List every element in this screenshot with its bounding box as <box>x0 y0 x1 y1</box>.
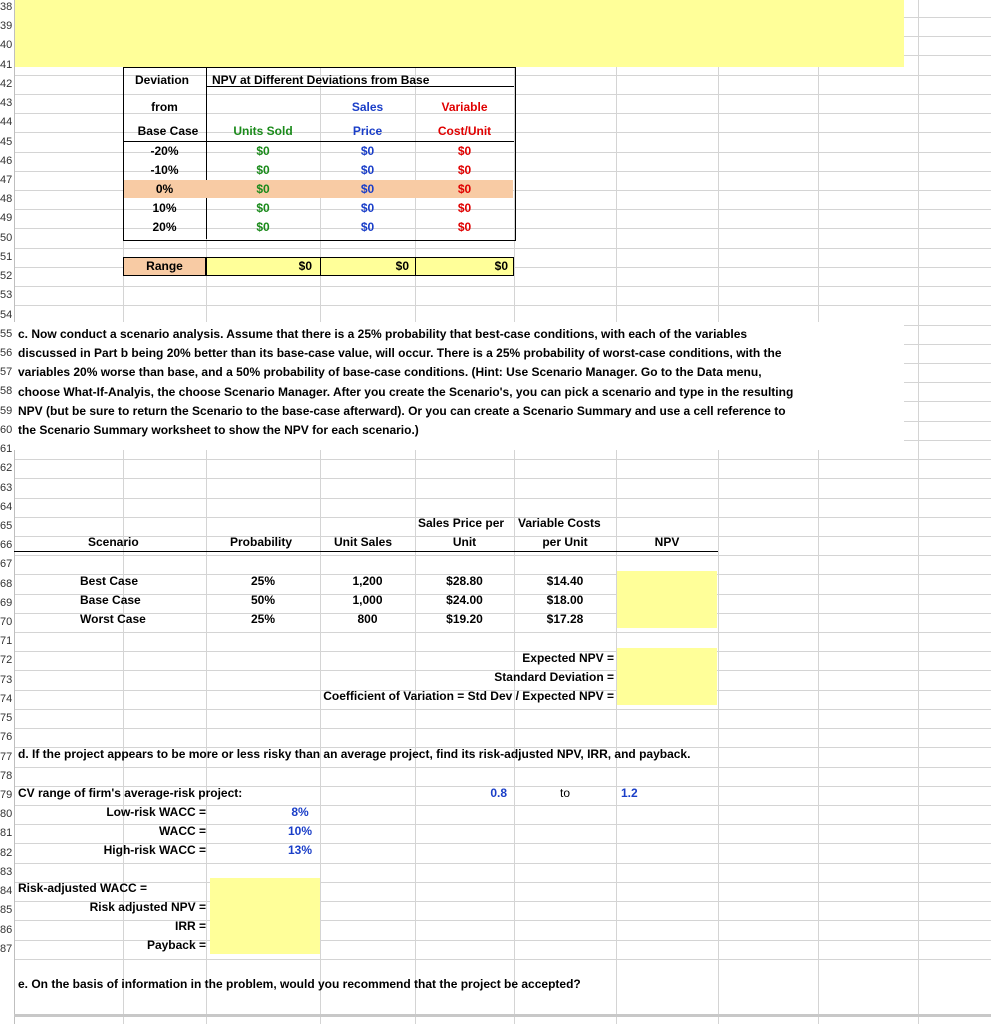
expected-npv-label: Expected NPV = <box>522 651 614 665</box>
part-c-line: choose What-If-Analyis, the choose Scenario Manager. After you create the Scenario's, you can pick a scenario and type in the resulting <box>18 385 794 399</box>
row-number[interactable]: 64 <box>0 498 14 517</box>
risk-adjusted-npv-label: Risk adjusted NPV = <box>89 900 206 914</box>
cv-high[interactable]: 1.2 <box>621 786 638 800</box>
row-number[interactable]: 86 <box>0 921 14 940</box>
price-npv-cell[interactable]: $0 <box>360 220 375 234</box>
row-number[interactable]: 81 <box>0 824 14 843</box>
row-number[interactable]: 60 <box>0 421 14 440</box>
scenario-price[interactable]: $24.00 <box>446 593 483 607</box>
stats-input-cells[interactable] <box>617 648 717 705</box>
range-price[interactable]: $0 <box>395 259 409 273</box>
header-deviation: Deviation <box>135 73 190 87</box>
row-gridline <box>14 498 991 499</box>
row-gridline <box>14 959 991 960</box>
row-number[interactable]: 57 <box>0 363 14 382</box>
row-number[interactable]: 85 <box>0 901 14 920</box>
row-gridline <box>14 863 991 864</box>
irr-label: IRR = <box>174 919 206 933</box>
scenario-name: Base Case <box>80 593 141 607</box>
deviation-cell[interactable]: 0% <box>155 182 174 196</box>
row-number[interactable]: 67 <box>0 555 14 574</box>
row-number[interactable]: 71 <box>0 632 14 651</box>
header-unit-sales: Unit Sales <box>334 535 393 549</box>
scenario-units[interactable]: 1,200 <box>352 574 383 588</box>
row-number[interactable]: 83 <box>0 863 14 882</box>
wacc-label: WACC = <box>158 824 206 838</box>
scenario-cost[interactable]: $14.40 <box>546 574 584 588</box>
header-price: Price <box>352 124 383 138</box>
std-dev-label: Standard Deviation = <box>494 670 614 684</box>
low-risk-wacc-value[interactable]: 8% <box>291 805 309 819</box>
row-number[interactable]: 78 <box>0 767 14 786</box>
deviation-cell[interactable]: 20% <box>152 220 177 234</box>
part-c-line: c. Now conduct a scenario analysis. Assume that there is a 25% probability that best-case conditions, with each of the variables <box>18 327 748 341</box>
row-number[interactable]: 38 <box>0 0 14 17</box>
payback-label: Payback = <box>146 938 206 952</box>
row-number[interactable]: 51 <box>0 248 14 267</box>
row-gridline <box>14 248 991 249</box>
row-gridline <box>14 286 991 287</box>
part-c-line: variables 20% worse than base, and a 50% probability of base-case conditions. (Hint: Use Scenario Manager. Go to the Data menu, <box>18 365 762 379</box>
row-number[interactable]: 59 <box>0 402 14 421</box>
row-gridline <box>14 459 991 460</box>
header-cost-unit: Cost/Unit <box>437 124 492 138</box>
bottom-divider <box>14 1014 991 1017</box>
scenario-units[interactable]: 1,000 <box>352 593 383 607</box>
row-gridline <box>14 728 991 729</box>
risk-adjusted-wacc-label: Risk-adjusted WACC = <box>18 881 148 895</box>
row-number[interactable]: 76 <box>0 728 14 747</box>
cv-label: Coefficient of Variation = Std Dev / Expected NPV = <box>323 689 614 703</box>
header-npv: NPV <box>654 535 680 549</box>
row-number[interactable]: 66 <box>0 536 14 555</box>
scenario-price[interactable]: $19.20 <box>446 612 483 626</box>
price-npv-cell[interactable]: $0 <box>360 201 375 215</box>
high-risk-wacc-label: High-risk WACC = <box>103 843 206 857</box>
header-npv-deviations: NPV at Different Deviations from Base <box>212 73 430 87</box>
part-c-line: discussed in Part b being 20% better than its base-case value, will occur. There is a 25% probability of worst-case conditions, with the <box>18 346 782 360</box>
row-number[interactable]: 61 <box>0 440 14 459</box>
header-from: from <box>151 100 178 114</box>
row-number[interactable]: 40 <box>0 36 14 55</box>
header-sales-price-2: Unit <box>452 535 477 549</box>
npv-input-cells[interactable] <box>617 571 717 628</box>
header-scenario: Scenario <box>88 535 139 549</box>
row-number[interactable]: 55 <box>0 325 14 344</box>
row-number[interactable]: 69 <box>0 594 14 613</box>
row-gridline <box>14 709 991 710</box>
row-number[interactable]: 63 <box>0 479 14 498</box>
range-cost[interactable]: $0 <box>494 259 508 273</box>
header-var-costs-2: per Unit <box>542 535 588 549</box>
row-number[interactable]: 84 <box>0 882 14 901</box>
cost-npv-cell[interactable]: $0 <box>457 182 472 196</box>
high-risk-wacc-value[interactable]: 13% <box>287 843 313 857</box>
cost-npv-cell[interactable]: $0 <box>457 220 472 234</box>
row-gridline <box>14 632 991 633</box>
cost-npv-cell[interactable]: $0 <box>457 144 472 158</box>
cv-range-label: CV range of firm's average-risk project: <box>18 786 243 800</box>
range-label: Range <box>146 259 183 273</box>
price-npv-cell[interactable]: $0 <box>360 182 375 196</box>
range-units[interactable]: $0 <box>298 259 312 273</box>
scenario-cost[interactable]: $17.28 <box>546 612 584 626</box>
row-number[interactable]: 46 <box>0 152 14 171</box>
row-number[interactable]: 56 <box>0 344 14 363</box>
header-probability: Probability <box>230 535 293 549</box>
wacc-value[interactable]: 10% <box>287 824 313 838</box>
header-base-case: Base Case <box>137 124 199 138</box>
scenario-name: Best Case <box>80 574 139 588</box>
row-gridline <box>14 305 991 306</box>
part-c-line: the Scenario Summary worksheet to show the NPV for each scenario.) <box>18 423 419 437</box>
row-number[interactable]: 41 <box>0 56 14 75</box>
row-number[interactable]: 52 <box>0 267 14 286</box>
scenario-prob[interactable]: 25% <box>250 612 276 626</box>
row-number[interactable]: 43 <box>0 94 14 113</box>
deviation-cell[interactable]: -20% <box>150 144 179 158</box>
units-sold-npv-cell[interactable]: $0 <box>256 163 270 177</box>
row-number[interactable]: 79 <box>0 786 14 805</box>
units-sold-npv-cell[interactable]: $0 <box>256 144 270 158</box>
row-number[interactable]: 87 <box>0 940 14 959</box>
part-c-line: NPV (but be sure to return the Scenario to the base-case afterward). Or you can create a Scenario Summary and use a cell reference to <box>18 404 786 418</box>
risk-adjusted-input-cells[interactable] <box>210 878 320 954</box>
row-number[interactable]: 73 <box>0 671 14 690</box>
part-e-question: e. On the basis of information in the problem, would you recommend that the project be accepted? <box>18 977 581 991</box>
row-number[interactable]: 48 <box>0 190 14 209</box>
row-number[interactable]: 54 <box>0 306 14 325</box>
units-sold-npv-cell[interactable]: $0 <box>256 201 270 215</box>
row-number[interactable]: 49 <box>0 209 14 228</box>
row-number[interactable]: 80 <box>0 805 14 824</box>
units-sold-npv-cell[interactable]: $0 <box>256 182 270 196</box>
header-units-sold: Units Sold <box>233 124 293 138</box>
row-gridline <box>14 882 991 883</box>
scenario-prob[interactable]: 50% <box>250 593 276 607</box>
deviation-cell[interactable]: 10% <box>152 201 177 215</box>
price-npv-cell[interactable]: $0 <box>360 144 375 158</box>
row-number[interactable]: 72 <box>0 651 14 670</box>
row-gridline <box>14 555 991 556</box>
row-number[interactable]: 53 <box>0 286 14 305</box>
top-yellow-banner[interactable] <box>14 0 904 67</box>
scenario-prob[interactable]: 25% <box>250 574 276 588</box>
deviation-cell[interactable]: -10% <box>150 163 179 177</box>
scenario-name: Worst Case <box>80 612 146 626</box>
part-d-question: d. If the project appears to be more or less risky than an average project, find its risk-adjusted NPV, IRR, and payback. <box>18 747 691 761</box>
price-npv-cell[interactable]: $0 <box>360 163 375 177</box>
row-number[interactable]: 70 <box>0 613 14 632</box>
row-number[interactable]: 77 <box>0 748 14 767</box>
cv-low[interactable]: 0.8 <box>490 786 507 800</box>
scenario-units[interactable]: 800 <box>357 612 378 626</box>
row-number[interactable]: 42 <box>0 75 14 94</box>
row-gridline <box>14 767 991 768</box>
header-variable: Variable <box>441 100 488 114</box>
row-number[interactable]: 62 <box>0 459 14 478</box>
row-number[interactable]: 82 <box>0 844 14 863</box>
scenario-price[interactable]: $28.80 <box>446 574 483 588</box>
row-gridline <box>14 478 991 479</box>
header-sales: Sales <box>351 100 384 114</box>
header-sales-price-1: Sales Price per <box>418 516 505 530</box>
cv-to: to <box>559 786 570 800</box>
row-number[interactable]: 50 <box>0 229 14 248</box>
header-variable-costs-1: Variable Costs <box>518 516 601 530</box>
row-number[interactable]: 75 <box>0 709 14 728</box>
row-number[interactable]: 47 <box>0 171 14 190</box>
row-number[interactable]: 68 <box>0 575 14 594</box>
units-sold-npv-cell[interactable]: $0 <box>256 220 270 234</box>
cost-npv-cell[interactable]: $0 <box>457 201 472 215</box>
row-number[interactable]: 39 <box>0 17 14 36</box>
cost-npv-cell[interactable]: $0 <box>457 163 472 177</box>
row-number[interactable]: 58 <box>0 382 14 401</box>
row-number[interactable]: 44 <box>0 113 14 132</box>
row-number[interactable]: 65 <box>0 517 14 536</box>
row-number[interactable]: 74 <box>0 690 14 709</box>
row-number[interactable]: 45 <box>0 133 14 152</box>
scenario-cost[interactable]: $18.00 <box>546 593 584 607</box>
low-risk-wacc-label: Low-risk WACC = <box>106 805 206 819</box>
